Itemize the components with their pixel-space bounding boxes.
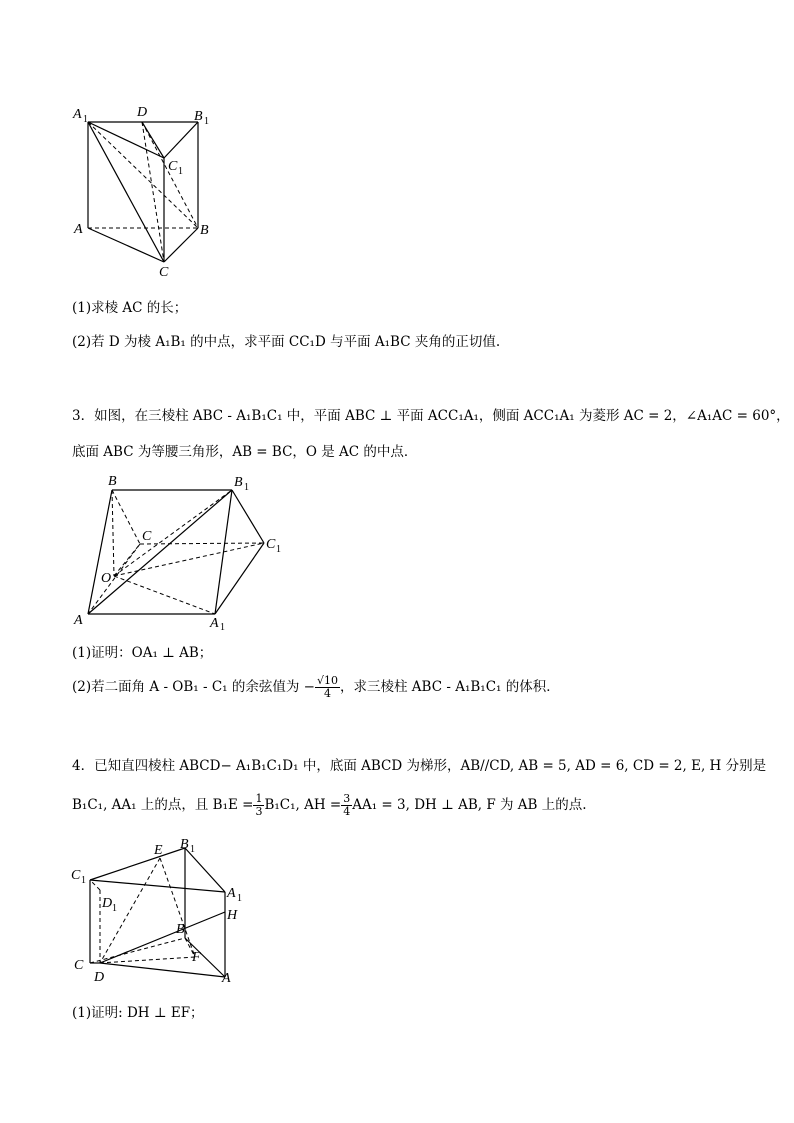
label-B: B: [176, 922, 185, 937]
p2-question-2: (2)若 D 为棱 A₁B₁ 的中点，求平面 CC₁D 与平面 A₁BC 夹角的正切值.: [72, 334, 501, 350]
label-B1: B: [180, 837, 189, 852]
p3-stem-line-1: 3．如图，在三棱柱 ABC - A₁B₁C₁ 中，平面 ABC ⊥ 平面 ACC₁A₁，侧面 ACC₁A₁ 为菱形 AC = 2，∠A₁AC = 60°，: [72, 408, 790, 424]
prism-figure-2: [70, 470, 300, 630]
fraction-sqrt10-over-4: $\frac{√10}{4}$: [317, 674, 339, 700]
label-C1: C: [168, 159, 178, 174]
label-B1-sub: 1: [190, 844, 195, 855]
label-A: A: [74, 222, 83, 237]
label-C: C: [74, 958, 84, 973]
label-C1-sub: 1: [276, 544, 281, 555]
prism-figure-3: [68, 835, 258, 995]
p4-stem-line-1: 4．已知直四棱柱 ABCD− A₁B₁C₁D₁ 中，底面 ABCD 为梯形，AB//CD, AB = 5, AD = 6, CD = 2, E, H 分别是: [72, 758, 767, 774]
label-A: A: [222, 971, 231, 986]
label-C1-sub: 1: [81, 875, 86, 886]
label-B: B: [108, 474, 117, 489]
label-C1-sub: 1: [178, 166, 183, 177]
label-C: C: [159, 265, 169, 280]
label-A1-sub: 1: [237, 893, 242, 904]
p3-question-1: (1)证明：OA₁ ⊥ AB；: [72, 645, 213, 661]
p2-question-1: (1)求棱 AC 的长；: [72, 300, 188, 316]
label-D1-sub: 1: [112, 903, 117, 914]
label-A1-sub: 1: [83, 114, 88, 125]
p3-question-2: (2)若二面角 A - OB₁ - C₁ 的余弦值为 − $\frac{√10}{4}$ ，求三棱柱 ABC - A₁B₁C₁ 的体积．: [72, 674, 560, 700]
label-B1: B: [234, 475, 243, 490]
p3-stem-line-2: 底面 ABC 为等腰三角形，AB = BC，O 是 AC 的中点．: [72, 444, 418, 460]
p4-question-1: (1)证明: DH ⊥ EF；: [72, 1005, 204, 1021]
label-F: F: [192, 950, 201, 965]
p4-stem-line-2: B₁C₁, AA₁ 上的点，且 B₁E = $\frac{1}{3}$ B₁C₁, AH = $\frac{3}{4}$ AA₁ = 3, DH ⊥ AB, F 为 AB 上的点.: [72, 792, 587, 818]
label-D: D: [94, 970, 105, 985]
label-B1-sub: 1: [244, 482, 249, 493]
label-D: D: [137, 105, 148, 120]
fraction-three-quarters: $\frac{3}{4}$: [343, 792, 351, 818]
label-B: B: [200, 223, 209, 238]
label-O: O: [101, 571, 112, 586]
label-A1: A: [210, 616, 219, 630]
label-A: A: [74, 613, 83, 628]
label-A1: A: [227, 886, 236, 901]
label-B1: B: [194, 109, 203, 124]
label-E: E: [154, 843, 163, 858]
label-H: H: [227, 908, 238, 923]
label-C1: C: [266, 537, 276, 552]
label-A1-sub: 1: [220, 622, 225, 630]
label-B1-sub: 1: [204, 116, 209, 127]
label-C1: C: [71, 868, 81, 883]
prism-figure-1: [70, 100, 220, 280]
label-C: C: [142, 529, 152, 544]
label-D1: D: [102, 896, 113, 911]
fraction-one-third: $\frac{1}{3}$: [255, 792, 263, 818]
label-A1: A: [73, 107, 82, 122]
